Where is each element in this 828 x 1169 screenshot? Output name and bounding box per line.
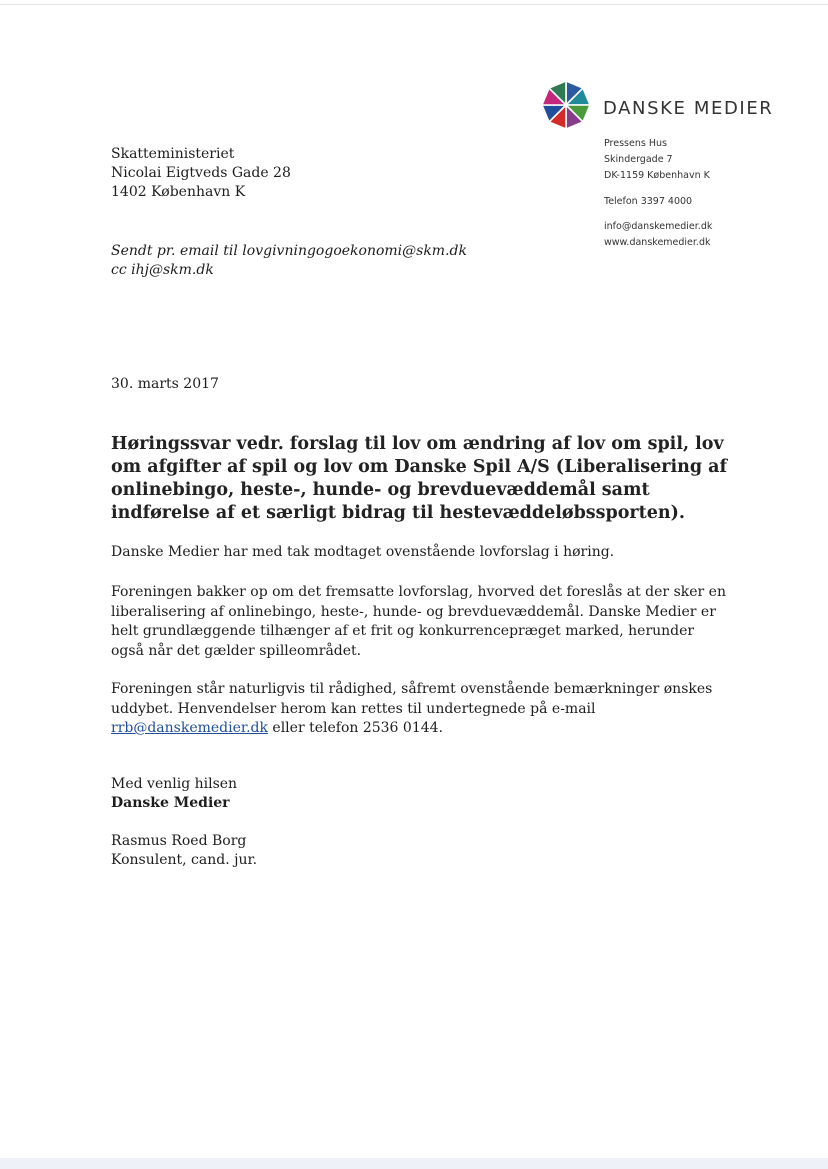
scan-bottom-edge bbox=[0, 1158, 828, 1169]
sender-website: www.danskemedier.dk bbox=[604, 237, 711, 248]
body-paragraph-3-tail: eller telefon 2536 0144. bbox=[267, 720, 443, 736]
closing-greeting: Med venlig hilsen bbox=[111, 776, 238, 792]
sender-email: info@danskemedier.dk bbox=[604, 221, 713, 232]
danske-medier-logo-icon bbox=[541, 80, 591, 130]
sender-phone: Telefon 3397 4000 bbox=[604, 196, 693, 207]
signatory-title: Konsulent, cand. jur. bbox=[111, 852, 258, 868]
body-paragraph-2: Foreningen bakker op om det fremsatte lovforslag, hvorved det foreslås at der sker en liberalisering af onlinebingo, heste-, hunde- og brevduevæddemål. Danske Medier er helt grundlæggende tilhænger af et frit og konkurrencepræget marked, herunder også når det gælder spilleområdet. bbox=[111, 584, 726, 659]
sent-by-email-line: Sendt pr. email til lovgivningogoekonomi@skm.dk bbox=[111, 243, 467, 259]
body-paragraph-3-text: Foreningen står naturligvis til rådighed, såfremt ovenstående bemærkninger ønskes uddybet. Henvendelser herom kan rettes til undertegnede på e-mail bbox=[111, 681, 713, 717]
body-paragraph-3 bbox=[111, 680, 731, 739]
sender-address-line-3: DK-1159 København K bbox=[604, 170, 710, 181]
brand-name: DANSKE MEDIER bbox=[603, 98, 774, 119]
recipient-line-1: Skatteministeriet bbox=[111, 146, 235, 162]
sender-address-line-2: Skindergade 7 bbox=[604, 154, 673, 165]
letter-date: 30. marts 2017 bbox=[111, 376, 219, 392]
signatory-name: Rasmus Roed Borg bbox=[111, 833, 247, 849]
scan-top-edge bbox=[0, 4, 828, 5]
letter-subject: Høringssvar vedr. forslag til lov om ændring af lov om spil, lov om afgifter af spil og lov om Danske Spil A/S (Liberalisering af onlinebingo, heste-, hunde- og brevduevæddemål samt indførelse af et særligt bidrag til hestevæddeløbssporten). bbox=[111, 434, 728, 523]
sender-address-line-1: Pressens Hus bbox=[604, 138, 667, 149]
closing-organization: Danske Medier bbox=[111, 795, 230, 811]
cc-line: cc ihj@skm.dk bbox=[111, 262, 214, 278]
recipient-line-3: 1402 København K bbox=[111, 184, 246, 200]
recipient-line-2: Nicolai Eigtveds Gade 28 bbox=[111, 165, 291, 181]
body-paragraph-1: Danske Medier har med tak modtaget ovenstående lovforslag i høring. bbox=[111, 544, 615, 560]
contact-email-link[interactable]: rrb@danskemedier.dk bbox=[111, 720, 268, 736]
